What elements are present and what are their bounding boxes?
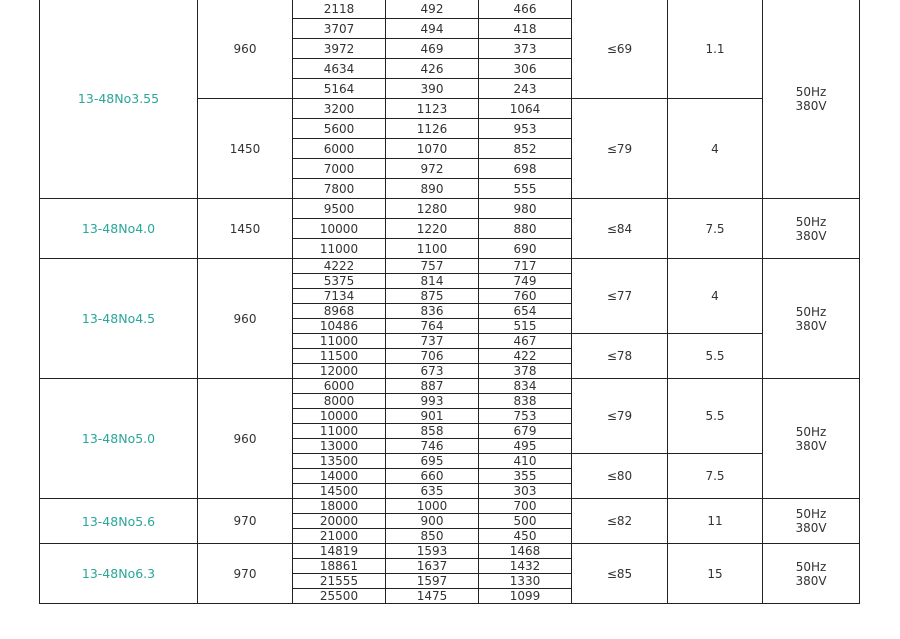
power-supply-cell (763, 199, 860, 259)
power-supply-line: 380V (795, 318, 827, 333)
power-supply-cell (763, 544, 860, 604)
table-row (40, 259, 860, 274)
airflow-cell: 21000 (293, 529, 386, 544)
total-pressure-cell: 695 (386, 454, 479, 469)
total-pressure-cell: 494 (386, 19, 479, 39)
airflow-cell: 7000 (293, 159, 386, 179)
static-pressure-cell: 422 (479, 349, 572, 364)
airflow-cell: 20000 (293, 514, 386, 529)
airflow-cell: 14819 (293, 544, 386, 559)
static-pressure-cell: 450 (479, 529, 572, 544)
model-cell: 13-48No3.55 (40, 0, 198, 199)
airflow-cell: 5375 (293, 274, 386, 289)
noise-cell: ≤78 (572, 334, 668, 379)
table-row (40, 199, 860, 219)
power-supply-line: 50Hz (795, 304, 827, 319)
model-cell: 13-48No6.3 (40, 544, 198, 604)
static-pressure-cell: 698 (479, 159, 572, 179)
total-pressure-cell: 850 (386, 529, 479, 544)
total-pressure-cell: 492 (386, 0, 479, 19)
power-supply-cell (763, 499, 860, 544)
airflow-cell: 11500 (293, 349, 386, 364)
total-pressure-cell: 1475 (386, 589, 479, 604)
power-supply-cell (763, 259, 860, 379)
airflow-cell: 11000 (293, 334, 386, 349)
airflow-cell: 2118 (293, 0, 386, 19)
airflow-cell: 7800 (293, 179, 386, 199)
total-pressure-cell: 1220 (386, 219, 479, 239)
total-pressure-cell: 901 (386, 409, 479, 424)
total-pressure-cell: 875 (386, 289, 479, 304)
power-supply-line: 50Hz (795, 214, 827, 229)
table-row (40, 544, 860, 559)
static-pressure-cell: 852 (479, 139, 572, 159)
total-pressure-cell: 764 (386, 319, 479, 334)
speed-cell: 1450 (198, 99, 293, 199)
table-row (40, 379, 860, 394)
speed-cell: 970 (198, 499, 293, 544)
model-cell: 13-48No4.5 (40, 259, 198, 379)
airflow-cell: 25500 (293, 589, 386, 604)
airflow-cell: 3972 (293, 39, 386, 59)
motor-power-cell: 7.5 (668, 199, 763, 259)
airflow-cell: 12000 (293, 364, 386, 379)
static-pressure-cell: 500 (479, 514, 572, 529)
noise-cell: ≤69 (572, 0, 668, 99)
total-pressure-cell: 1126 (386, 119, 479, 139)
airflow-cell: 6000 (293, 139, 386, 159)
total-pressure-cell: 673 (386, 364, 479, 379)
static-pressure-cell: 690 (479, 239, 572, 259)
airflow-cell: 9500 (293, 199, 386, 219)
total-pressure-cell: 469 (386, 39, 479, 59)
power-supply-line: 50Hz (795, 84, 827, 99)
static-pressure-cell: 243 (479, 79, 572, 99)
noise-cell: ≤84 (572, 199, 668, 259)
power-supply-line: 380V (795, 573, 827, 588)
power-supply-line: 380V (795, 521, 827, 535)
motor-power-cell: 4 (668, 259, 763, 334)
power-supply-line: 50Hz (795, 559, 827, 574)
total-pressure-cell: 1100 (386, 239, 479, 259)
static-pressure-cell: 1099 (479, 589, 572, 604)
noise-cell: ≤80 (572, 454, 668, 499)
speed-cell: 960 (198, 379, 293, 499)
static-pressure-cell: 760 (479, 289, 572, 304)
static-pressure-cell: 515 (479, 319, 572, 334)
total-pressure-cell: 660 (386, 469, 479, 484)
power-supply-line: 380V (795, 228, 827, 243)
airflow-cell: 11000 (293, 239, 386, 259)
total-pressure-cell: 836 (386, 304, 479, 319)
total-pressure-cell: 635 (386, 484, 479, 499)
total-pressure-cell: 890 (386, 179, 479, 199)
power-supply-line: 380V (795, 438, 827, 453)
airflow-cell: 14000 (293, 469, 386, 484)
static-pressure-cell: 717 (479, 259, 572, 274)
static-pressure-cell: 953 (479, 119, 572, 139)
speed-cell: 970 (198, 544, 293, 604)
noise-cell: ≤77 (572, 259, 668, 334)
total-pressure-cell: 1593 (386, 544, 479, 559)
noise-cell: ≤82 (572, 499, 668, 544)
power-supply-line: 50Hz (795, 507, 827, 521)
static-pressure-cell: 355 (479, 469, 572, 484)
total-pressure-cell: 426 (386, 59, 479, 79)
model-cell: 13-48No5.6 (40, 499, 198, 544)
speed-cell: 960 (198, 259, 293, 379)
total-pressure-cell: 1597 (386, 574, 479, 589)
static-pressure-cell: 495 (479, 439, 572, 454)
static-pressure-cell: 679 (479, 424, 572, 439)
airflow-cell: 21555 (293, 574, 386, 589)
static-pressure-cell: 749 (479, 274, 572, 289)
airflow-cell: 6000 (293, 379, 386, 394)
total-pressure-cell: 1123 (386, 99, 479, 119)
static-pressure-cell: 555 (479, 179, 572, 199)
static-pressure-cell: 753 (479, 409, 572, 424)
airflow-cell: 4222 (293, 259, 386, 274)
static-pressure-cell: 654 (479, 304, 572, 319)
static-pressure-cell: 834 (479, 379, 572, 394)
motor-power-cell: 5.5 (668, 379, 763, 454)
table-row (40, 499, 860, 514)
total-pressure-cell: 1070 (386, 139, 479, 159)
airflow-cell: 10486 (293, 319, 386, 334)
static-pressure-cell: 467 (479, 334, 572, 349)
static-pressure-cell: 306 (479, 59, 572, 79)
static-pressure-cell: 880 (479, 219, 572, 239)
static-pressure-cell: 838 (479, 394, 572, 409)
total-pressure-cell: 1280 (386, 199, 479, 219)
static-pressure-cell: 410 (479, 454, 572, 469)
airflow-cell: 3200 (293, 99, 386, 119)
static-pressure-cell: 418 (479, 19, 572, 39)
static-pressure-cell: 303 (479, 484, 572, 499)
airflow-cell: 3707 (293, 19, 386, 39)
noise-cell: ≤79 (572, 99, 668, 199)
total-pressure-cell: 1000 (386, 499, 479, 514)
total-pressure-cell: 814 (386, 274, 479, 289)
noise-cell: ≤79 (572, 379, 668, 454)
noise-cell: ≤85 (572, 544, 668, 604)
total-pressure-cell: 757 (386, 259, 479, 274)
fan-spec-table (39, 0, 860, 604)
static-pressure-cell: 1468 (479, 544, 572, 559)
total-pressure-cell: 858 (386, 424, 479, 439)
airflow-cell: 18000 (293, 499, 386, 514)
static-pressure-cell: 700 (479, 499, 572, 514)
total-pressure-cell: 706 (386, 349, 479, 364)
static-pressure-cell: 466 (479, 0, 572, 19)
airflow-cell: 10000 (293, 219, 386, 239)
power-supply-cell (763, 0, 860, 199)
total-pressure-cell: 746 (386, 439, 479, 454)
airflow-cell: 14500 (293, 484, 386, 499)
power-supply-line: 50Hz (795, 424, 827, 439)
total-pressure-cell: 993 (386, 394, 479, 409)
static-pressure-cell: 1432 (479, 559, 572, 574)
total-pressure-cell: 887 (386, 379, 479, 394)
motor-power-cell: 7.5 (668, 454, 763, 499)
airflow-cell: 8968 (293, 304, 386, 319)
power-supply-cell (763, 379, 860, 499)
motor-power-cell: 4 (668, 99, 763, 199)
total-pressure-cell: 390 (386, 79, 479, 99)
airflow-cell: 5600 (293, 119, 386, 139)
speed-cell: 960 (198, 0, 293, 99)
motor-power-cell: 1.1 (668, 0, 763, 99)
airflow-cell: 18861 (293, 559, 386, 574)
total-pressure-cell: 737 (386, 334, 479, 349)
airflow-cell: 5164 (293, 79, 386, 99)
model-cell: 13-48No4.0 (40, 199, 198, 259)
total-pressure-cell: 900 (386, 514, 479, 529)
airflow-cell: 4634 (293, 59, 386, 79)
static-pressure-cell: 980 (479, 199, 572, 219)
airflow-cell: 13000 (293, 439, 386, 454)
static-pressure-cell: 1330 (479, 574, 572, 589)
airflow-cell: 10000 (293, 409, 386, 424)
airflow-cell: 8000 (293, 394, 386, 409)
power-supply-line: 380V (795, 98, 827, 113)
model-cell: 13-48No5.0 (40, 379, 198, 499)
static-pressure-cell: 1064 (479, 99, 572, 119)
motor-power-cell: 11 (668, 499, 763, 544)
airflow-cell: 13500 (293, 454, 386, 469)
motor-power-cell: 5.5 (668, 334, 763, 379)
table-row (40, 0, 860, 19)
total-pressure-cell: 972 (386, 159, 479, 179)
airflow-cell: 11000 (293, 424, 386, 439)
total-pressure-cell: 1637 (386, 559, 479, 574)
speed-cell: 1450 (198, 199, 293, 259)
static-pressure-cell: 378 (479, 364, 572, 379)
airflow-cell: 7134 (293, 289, 386, 304)
motor-power-cell: 15 (668, 544, 763, 604)
static-pressure-cell: 373 (479, 39, 572, 59)
